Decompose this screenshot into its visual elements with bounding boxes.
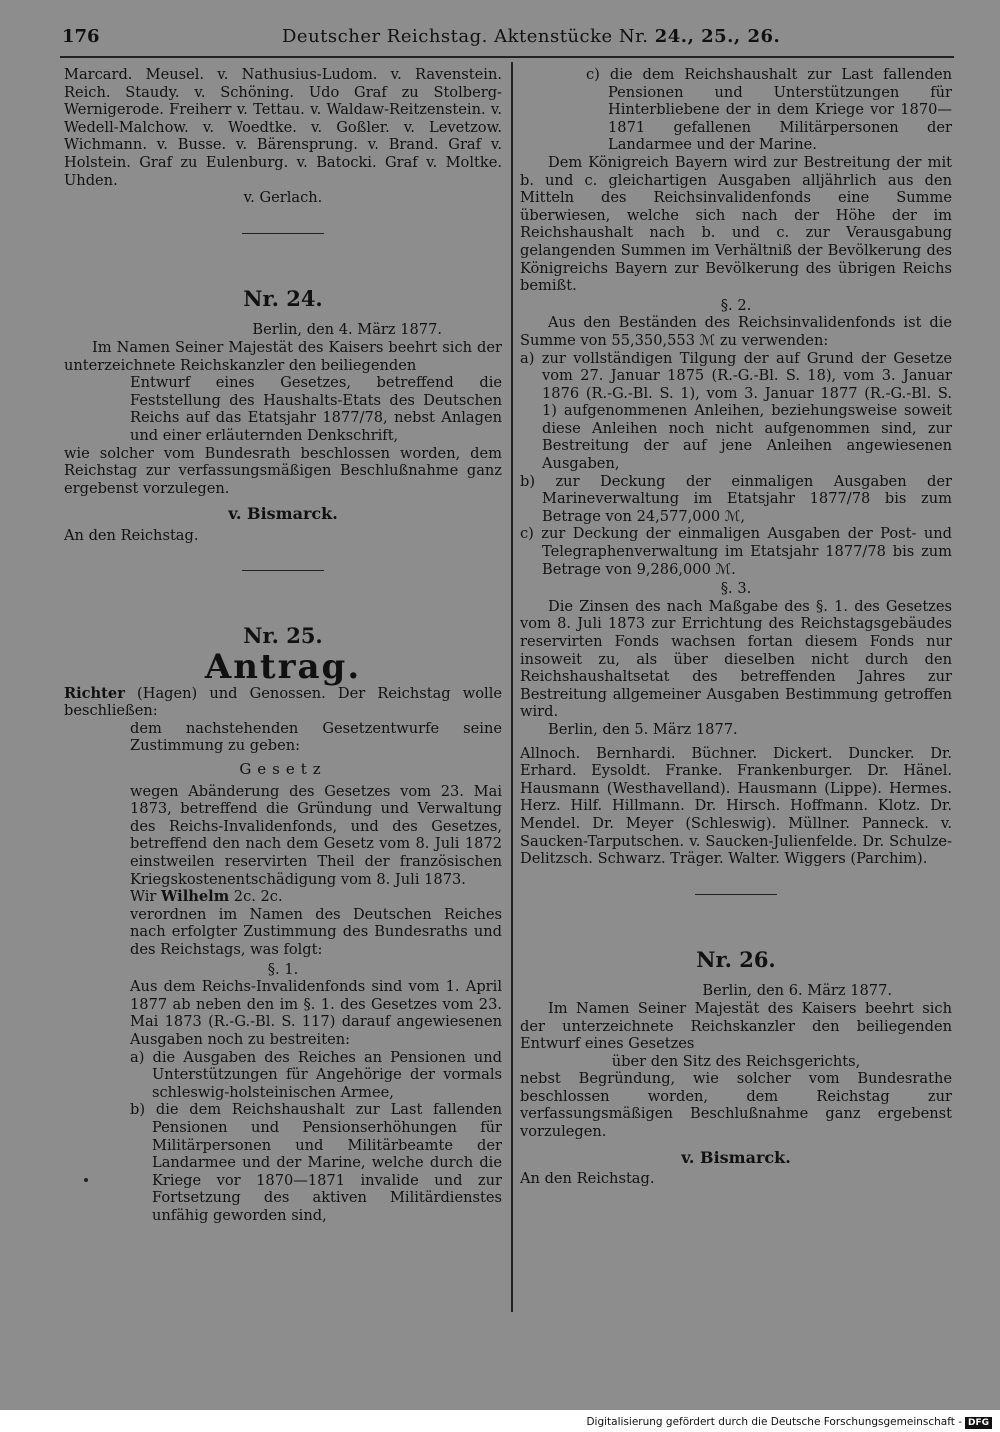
- section-2-item-c: c) zur Deckung der einmaligen Ausgaben der Post- und Telegraphenverwaltung im Etatsjahr 1877/78 bis zum Betrage von 9,286,000 ℳ.: [520, 525, 952, 578]
- section-1-item-c: c) die dem Reichshaushalt zur Last fallenden Pensionen und Unterstützungen für Hinterbliebene der in dem Kriege vor 1870—1871 gefallenen Militärpersonen der Landarmee und der Marine.: [586, 66, 952, 154]
- running-head-numbers: 24., 25., 26.: [654, 26, 781, 47]
- date-26: Berlin, den 6. März 1877.: [702, 982, 892, 1000]
- paragraph-24-3: wie solcher vom Bundesrath beschlossen worden, dem Reichstag zur verfassungsmäßigen Beschlußnahme ganz ergebenst vorzulegen.: [64, 444, 502, 497]
- signer-list-continued: Marcard. Meusel. v. Nathusius-Ludom. v. Ravenstein. Reich. Staudy. v. Schöning. Udo Graf zu Stolberg-Wernigerode. Freiherr v. Tettau. v. Waldaw-Reitzenstein. v. Wedell-Malchow. v. Woedtke. v. Goßler. v. Levetzow. Wichmann. v. Busse. v. Bärensprung. v. Brand. Graf v. Holstein. Graf zu Eulenburg. v. Batocki. Graf v. Moltke. Uhden.: [64, 66, 502, 189]
- signer-list-last: v. Gerlach.: [243, 189, 323, 207]
- section-1-text: Aus dem Reichs-Invalidenfonds sind vom 1. April 1877 ab neben den im §. 1. des Gesetzes vom 23. Mai 1873 (R.-G.-Bl. S. 117) darauf angewiesenen Ausgaben noch zu bestreiten:: [130, 978, 502, 1048]
- footer-text: Digitalisierung gefördert durch die Deutsche Forschungsgemeinschaft -: [586, 1416, 962, 1428]
- section-1-item-b: b) die dem Reichshaushalt zur Last fallenden Pensionen und Pensionserhöhungen für Militärpersonen und Militärbeamte der Landarmee und der Marine, welche durch die Kriege vor 1870—1871 invalide und zur Fortsetzung des aktiven Militärdienstes unfähig geworden sind,: [130, 1101, 502, 1224]
- doc-number-26: Nr. 26.: [696, 946, 776, 972]
- date-25: Berlin, den 5. März 1877.: [548, 720, 738, 738]
- paragraph-26-1: Im Namen Seiner Majestät des Kaisers beehrt sich der unterzeichnete Reichskanzler den beiliegenden Entwurf eines Gesetzes: [520, 999, 952, 1053]
- wir-name: Wilhelm: [161, 888, 230, 906]
- section-separator: [242, 570, 324, 571]
- paragraph-26-3: nebst Begründung, wie solcher vom Bundesrathe beschlossen worden, dem Reichstag zur verfassungsmäßigen Beschlußnahme ganz ergebenst vorzulegen.: [520, 1070, 952, 1141]
- wir-suffix: 2c. 2c.: [233, 888, 283, 906]
- gesetz-heading: Gesetz: [239, 760, 327, 779]
- date-24: Berlin, den 4. März 1877.: [252, 321, 442, 339]
- page-number: 176: [62, 26, 100, 47]
- digitization-footer: [586, 1416, 992, 1429]
- section-1-item-a: a) die Ausgaben des Reiches an Pensionen und Unterstützungen für Angehörige der vormals schleswig-holsteinischen Armee,: [130, 1048, 502, 1101]
- margin-mark: [84, 1178, 88, 1182]
- doc-number-25: Nr. 25.: [243, 623, 323, 649]
- signature-24: v. Bismarck.: [228, 504, 338, 524]
- enacting-formula: [64, 888, 502, 906]
- section-3-text: Die Zinsen des nach Maßgabe des §. 1. des Gesetzes vom 8. Juli 1873 zur Errichtung des Reichstagsgebäudes reservirten Fonds wachsen fortan diesem Fonds nur insoweit zu, als über dieselben nicht durch den Reichshaushaltsetat des betreffenden Jahres zur Bestreitung allgemeiner Ausgaben Bestimmung getroffen wird.: [520, 597, 952, 721]
- enacting-clause: verordnen im Namen des Deutschen Reiches nach erfolgter Zustimmung des Bundesraths und des Reichstags, was folgt:: [130, 905, 502, 958]
- page-header: [62, 22, 952, 52]
- addressee-24: An den Reichstag.: [64, 526, 199, 544]
- column-divider: [511, 62, 513, 1312]
- dfg-logo: DFG: [965, 1417, 992, 1429]
- doc-number-24: Nr. 24.: [243, 285, 323, 311]
- section-2-text: Aus den Beständen des Reichsinvalidenfonds ist die Summe von 55,350,553 ℳ zu verwenden:: [520, 314, 952, 349]
- section-1-heading: §. 1.: [267, 960, 299, 978]
- addressee-26: An den Reichstag.: [520, 1170, 655, 1188]
- wir-prefix: Wir: [130, 888, 157, 906]
- right-column: [520, 66, 952, 1188]
- motion-intro-text: (Hagen) und Genossen. Der Reichstag wolle beschließen:: [64, 684, 503, 720]
- header-rule: [60, 56, 954, 58]
- left-column: [64, 66, 502, 1224]
- antrag-heading: Antrag.: [204, 647, 362, 688]
- paragraph-24-2: Entwurf eines Gesetzes, betreffend die Feststellung des Haushalts-Etats des Deutschen Reichs auf das Etatsjahr 1877/78, nebst Anlagen und einer erläuternden Denkschrift,: [130, 374, 502, 444]
- running-head: [282, 26, 780, 47]
- paragraph-24-1: Im Namen Seiner Majestät des Kaisers beehrt sich der unterzeichnete Reichskanzler den beiliegenden: [64, 338, 502, 374]
- section-3-heading: §. 3.: [720, 580, 752, 598]
- paragraph-25-1: dem nachstehenden Gesetzentwurfe seine Zustimmung zu geben:: [130, 719, 502, 755]
- mover-name: Richter: [64, 684, 125, 702]
- section-2-heading: §. 2.: [720, 296, 752, 314]
- signer-list-25: Allnoch. Bernhardi. Büchner. Dickert. Duncker. Dr. Erhard. Eysoldt. Franke. Frankenburger. Dr. Hänel. Hausmann (Westhavelland). Hausmann (Lippe). Hermes. Herz. Hilf. Hillmann. Dr. Hirsch. Hoffmann. Klotz. Dr. Mendel. Dr. Meyer (Schleswig). Müllner. Panneck. v. Saucken-Tarputschen. v. Saucken-Julienfelde. Dr. Schulze-Delitzsch. Schwarz. Träger. Walter. Wiggers (Parchim).: [520, 744, 952, 868]
- section-2-item-b: b) zur Deckung der einmaligen Ausgaben der Marineverwaltung im Etatsjahr 1877/78 bis zum Betrage von 24,577,000 ℳ,: [520, 472, 952, 525]
- running-head-text: Deutscher Reichstag. Aktenstücke Nr.: [282, 26, 649, 47]
- section-separator: [242, 233, 324, 234]
- section-separator: [695, 894, 777, 895]
- paragraph-26-2: über den Sitz des Reichsgerichts,: [611, 1052, 861, 1070]
- section-2-item-a: a) zur vollständigen Tilgung der auf Grund der Gesetze vom 27. Januar 1875 (R.-G.-Bl. S. 18), vom 3. Januar 1876 (R.-G.-Bl. S. 1), vom 3. Januar 1877 (R.-G.-Bl. S. 1) aufgenommenen Anleihen, beziehungsweise soweit diese Anleihen noch nicht aufgenommen sind, zur Bestreitung der auf jene Anleihen angewiesenen Ausgaben,: [520, 349, 952, 473]
- law-title: wegen Abänderung des Gesetzes vom 23. Mai 1873, betreffend die Gründung und Verwaltung des Reichs-Invalidenfonds, und des Gesetzes, betreffend den nach dem Gesetz vom 8. Juli 1872 einstweilen reservirten Theil der französischen Kriegskostenentschädigung vom 8. Juli 1873.: [130, 782, 502, 888]
- signature-26: v. Bismarck.: [681, 1147, 791, 1167]
- bayern-paragraph: Dem Königreich Bayern wird zur Bestreitung der mit b. und c. gleichartigen Ausgaben alljährlich aus den Mitteln des Reichsinvalidenfonds eine Summe überwiesen, welche sich nach der Höhe der im Reichshaushalt nach b. und c. zur Verausgabung gelangenden Summen im Verhältniß der Bevölkerung des Königreichs Bayern zur Bevölkerung des übrigen Reichs bemißt.: [520, 153, 952, 295]
- motion-intro: [64, 685, 502, 720]
